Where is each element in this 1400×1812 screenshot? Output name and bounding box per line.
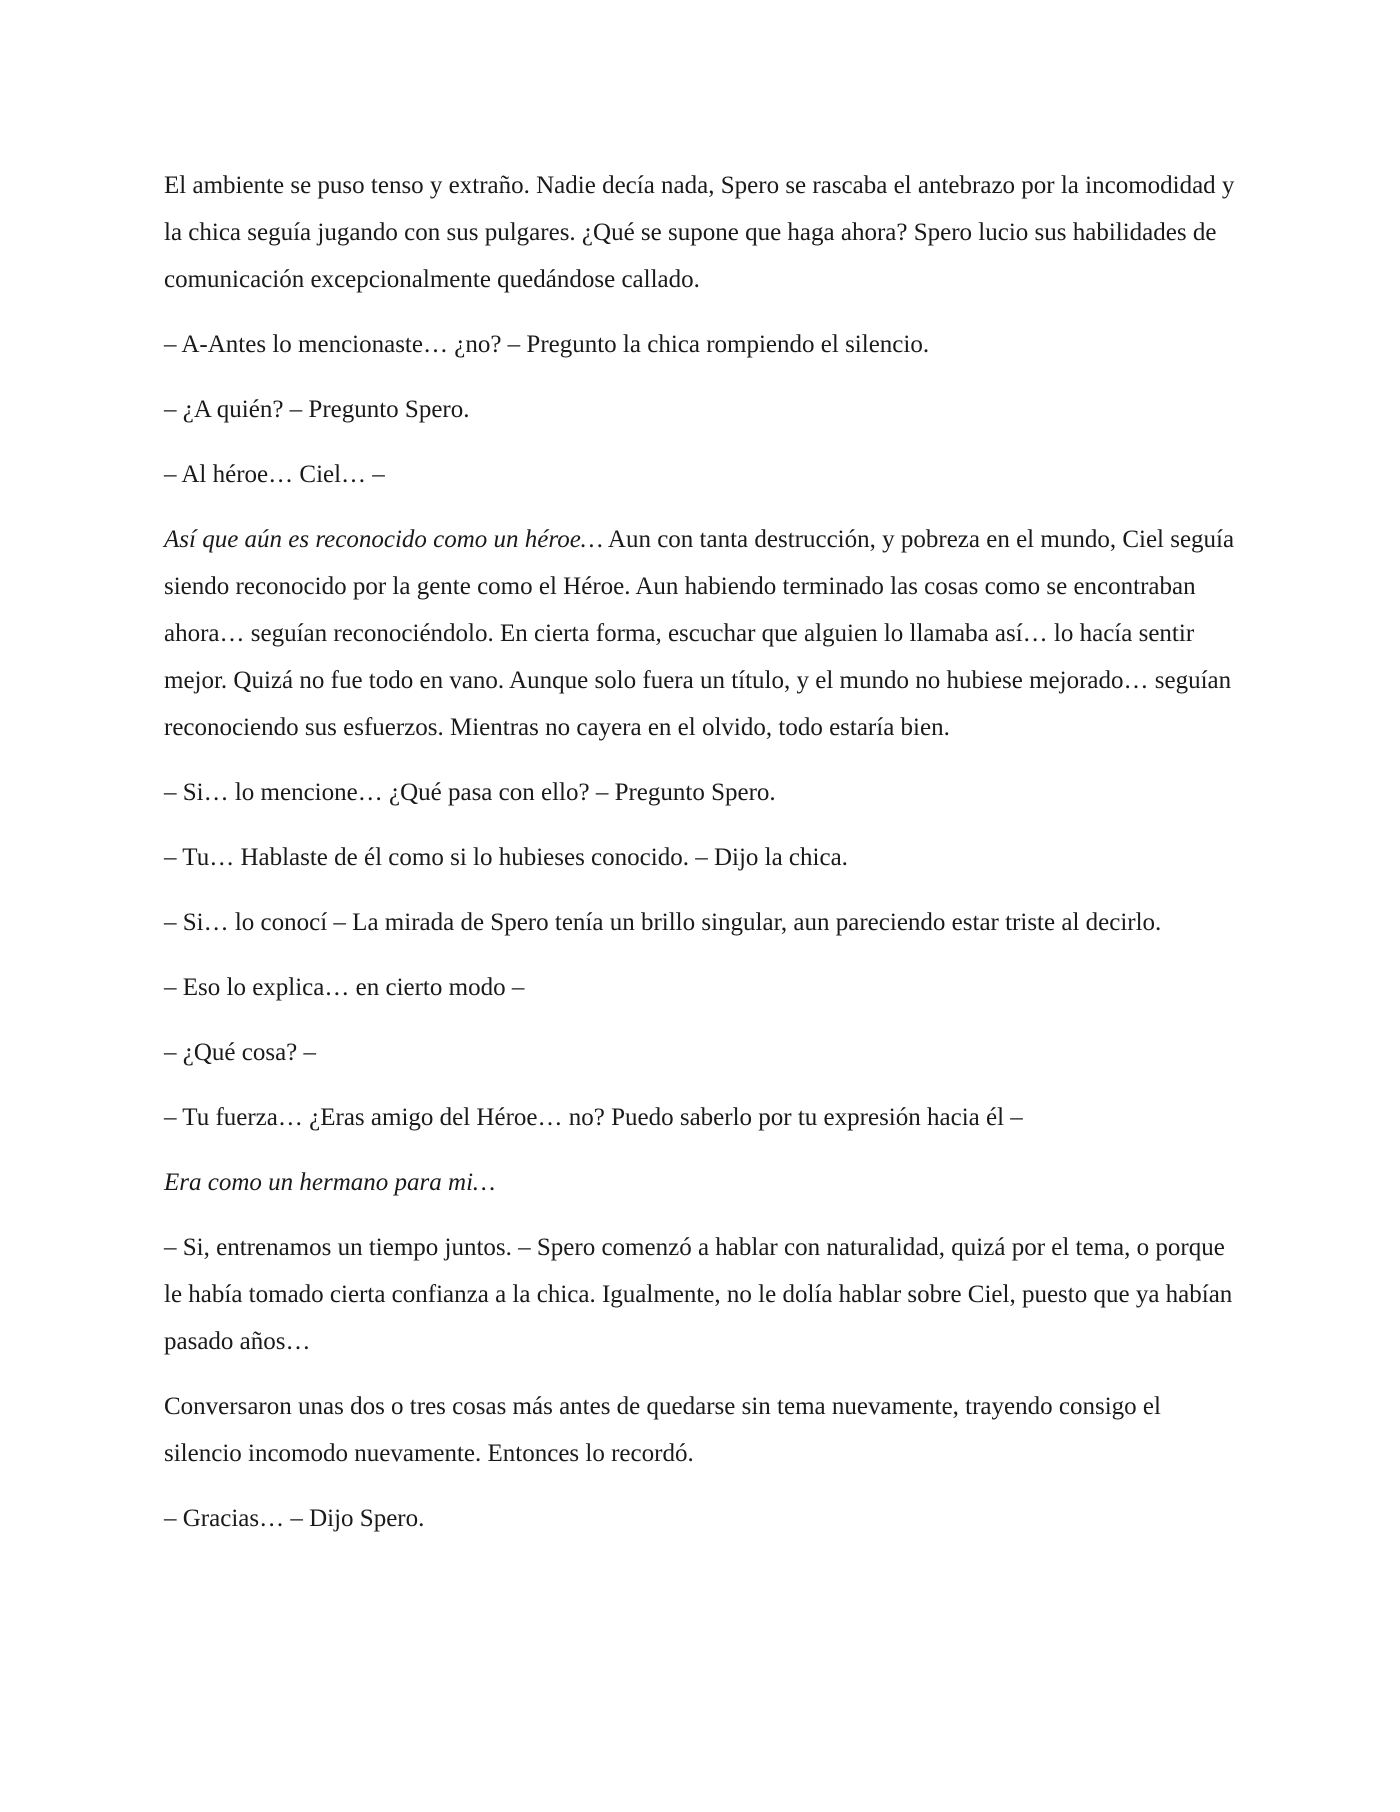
dialogue-si-entrenamos: – Si, entrenamos un tiempo juntos. – Spero comenzó a hablar con naturalidad, quizá por el tema, o porque le había tomado cierta confianza a la chica. Igualmente, no le dolía hablar sobre Ciel, puesto que ya habían pasado años… (164, 1234, 1233, 1355)
thought-asi-que-aun: Así que aún es reconocido como un héroe… (164, 526, 604, 553)
paragraph-ambiente: El ambiente se puso tenso y extraño. Nadie decía nada, Spero se rascaba el antebrazo por la incomodidad y la chica seguía jugando con sus pulgares. ¿Qué se supone que haga ahora? Spero lucio sus habilidades de comunicación excepcionalmente quedándose callado. (164, 172, 1235, 293)
thought-era-como-un-hermano: Era como un hermano para mi… (164, 1169, 496, 1196)
dialogue-gracias: – Gracias… – Dijo Spero. (164, 1505, 425, 1532)
dialogue-si-lo-conoci: – Si… lo conocí – La mirada de Spero tenía un brillo singular, aun pareciendo estar triste al decirlo. (164, 909, 1162, 936)
paragraph-asi-que-aun (164, 516, 1240, 751)
dialogue-tu-hablaste: – Tu… Hablaste de él como si lo hubieses conocido. – Dijo la chica. (164, 844, 848, 871)
dialogue-si-lo-mencione: – Si… lo mencione… ¿Qué pasa con ello? – Pregunto Spero. (164, 779, 776, 806)
paragraph-asi-que-aun-body: Aun con tanta destrucción, y pobreza en el mundo, Ciel seguía siendo reconocido por la gente como el Héroe. Aun habiendo terminado las cosas como se encontraban ahora… seguían reconociéndolo. En cierta forma, escuchar que alguien lo llamaba así… lo hacía sentir mejor. Quizá no fue todo en vano. Aunque solo fuera un título, y el mundo no hubiese mejorado… seguían reconociendo sus esfuerzos. Mientras no cayera en el olvido, todo estaría bien. (164, 526, 1235, 741)
dialogue-al-heroe: – Al héroe… Ciel… – (164, 461, 385, 488)
dialogue-eso-lo-explica: – Eso lo explica… en cierto modo – (164, 974, 525, 1001)
dialogue-antes-lo-mencionaste: – A-Antes lo mencionaste… ¿no? – Pregunto la chica rompiendo el silencio. (164, 331, 930, 358)
dialogue-que-cosa: – ¿Qué cosa? – (164, 1039, 317, 1066)
dialogue-a-quien: – ¿A quién? – Pregunto Spero. (164, 396, 470, 423)
paragraph-conversaron: Conversaron unas dos o tres cosas más antes de quedarse sin tema nuevamente, trayendo consigo el silencio incomodo nuevamente. Entonces lo recordó. (164, 1393, 1161, 1467)
dialogue-tu-fuerza: – Tu fuerza… ¿Eras amigo del Héroe… no? Puedo saberlo por tu expresión hacia él – (164, 1104, 1023, 1131)
